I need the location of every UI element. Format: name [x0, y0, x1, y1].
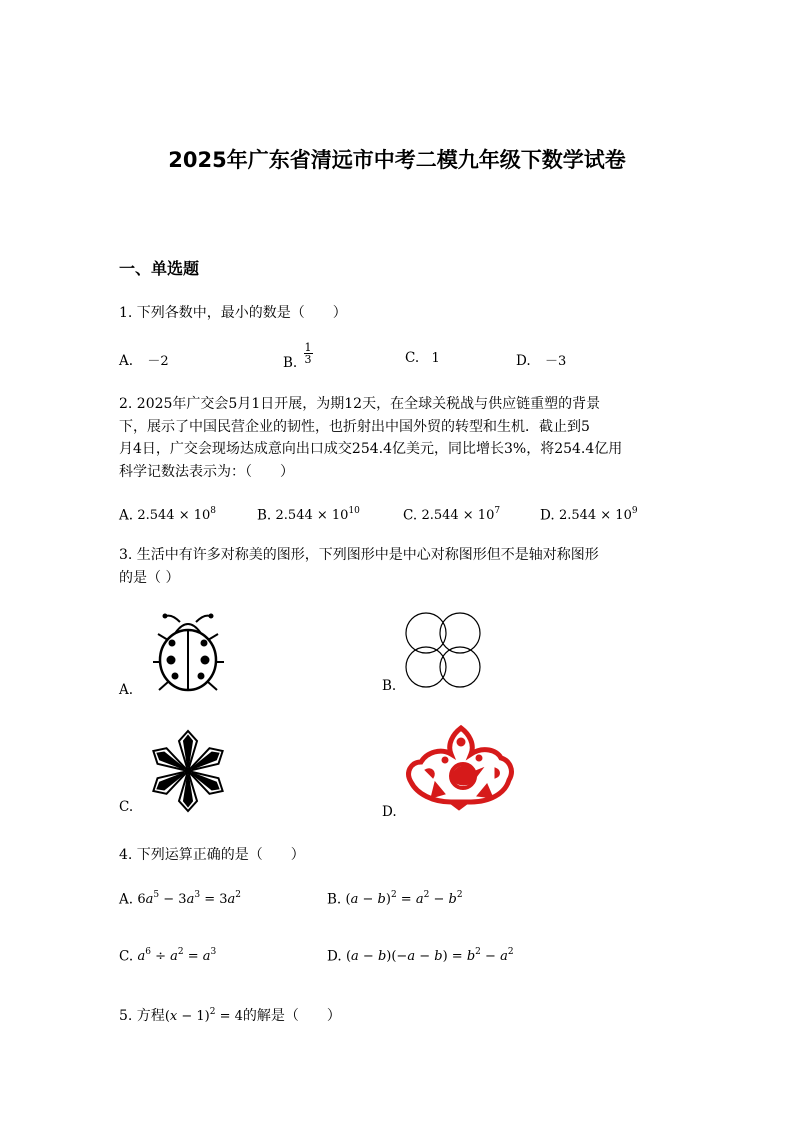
q4-option-c-expression: $a^6 \div a^2 = a^3$ — [137, 947, 217, 965]
fraction-denominator: 3 — [304, 353, 312, 366]
q1-option-b-fraction — [304, 342, 313, 365]
q1-option-a — [119, 350, 169, 369]
q5-equation: $(x - 1)^2 = 4$ — [164, 1006, 243, 1024]
star-flower-icon — [140, 728, 236, 814]
question-4-stem: 4. 下列运算正确的是（ ） — [119, 847, 305, 863]
q2-option-d-label: D. — [540, 507, 555, 524]
q4-option-c-label: C. — [119, 948, 134, 965]
q1-option-c — [405, 350, 440, 366]
q5-stem-suffix: 的解是（ ） — [242, 1008, 341, 1024]
q2-line: 2. 2025年广交会5月1日开展，为期12天，在全球关税战与供应链重塑的背景 — [119, 396, 601, 412]
q2-option-c — [403, 507, 500, 523]
q2-option-b-label: B. — [257, 507, 272, 524]
q1-option-a-label: A. — [119, 353, 134, 369]
question-1-stem: 1. 下列各数中，最小的数是（ ） — [119, 305, 347, 321]
q2-option-c-label: C. — [403, 507, 418, 524]
q3-option-b-label: B. — [382, 678, 397, 694]
q2-option-a — [119, 507, 216, 523]
q4-option-b-expression: $(a - b)^2 = a^2 - b^2$ — [345, 890, 463, 908]
q3-option-c-label: C. — [119, 799, 134, 815]
q2-option-a-label: A. — [119, 507, 134, 524]
q4-option-a — [119, 891, 241, 907]
fraction-numerator: 1 — [304, 341, 312, 354]
question-5-stem — [119, 1005, 341, 1025]
document-title: 2025年广东省清远市中考二模九年级下数学试卷 — [168, 148, 626, 172]
q1-option-c-value: 1 — [431, 351, 440, 366]
q3-line: 的是（ ） — [119, 569, 180, 586]
q3-option-d-label: D. — [382, 804, 397, 820]
q2-line: 下，展示了中国民营企业的韧性，也折射出中国外贸的转型和生机．截止到5 — [119, 418, 590, 435]
q1-option-d-label: D. — [516, 353, 531, 369]
q2-option-d — [540, 507, 638, 523]
q1-option-a-value: －2 — [147, 354, 169, 369]
papercut-bird-flower-icon — [405, 724, 517, 810]
question-3-stem — [119, 544, 677, 589]
q4-option-a-label: A. — [119, 891, 134, 908]
q4-option-b — [327, 891, 463, 907]
q4-option-c — [119, 948, 216, 964]
q2-option-c-value: $2.544 \times 10^7$ — [421, 506, 501, 524]
q2-option-b-value: $2.544 \times 10^{10}$ — [275, 506, 360, 524]
q1-option-b — [283, 341, 313, 371]
q4-option-b-label: B. — [327, 891, 342, 908]
four-circles-icon — [403, 609, 483, 691]
section-heading-single-choice: 一、单选题 — [119, 259, 200, 278]
q4-option-d-label: D. — [327, 948, 342, 965]
q1-option-d-value: －3 — [544, 354, 567, 369]
q1-option-b-label: B. — [283, 355, 298, 371]
q2-line: 月4日，广交会现场达成意向出口成交254.4亿美元，同比增长3%，将254.4亿用 — [119, 441, 623, 457]
q2-option-b — [257, 507, 360, 523]
q1-option-c-label: C. — [405, 350, 420, 366]
q5-stem-prefix: 5. 方程 — [119, 1008, 165, 1024]
q1-option-d — [516, 350, 566, 369]
q2-option-d-value: $2.544 \times 10^9$ — [558, 506, 638, 524]
question-2-stem — [119, 393, 677, 483]
q2-option-a-value: $2.544 \times 10^8$ — [137, 506, 216, 524]
q2-line: 科学记数法表示为：（ ） — [119, 463, 294, 480]
q3-option-a-label: A. — [119, 682, 134, 698]
ladybug-icon — [150, 610, 240, 695]
q3-line: 3. 生活中有许多对称美的图形，下列图形中是中心对称图形但不是轴对称图形 — [119, 547, 599, 563]
q4-option-d — [327, 948, 514, 964]
q4-option-d-expression: $(a - b)(-a - b) = b^2 - a^2$ — [345, 947, 514, 965]
q4-option-a-expression: $6a^5 - 3a^3 = 3a^2$ — [137, 890, 241, 908]
